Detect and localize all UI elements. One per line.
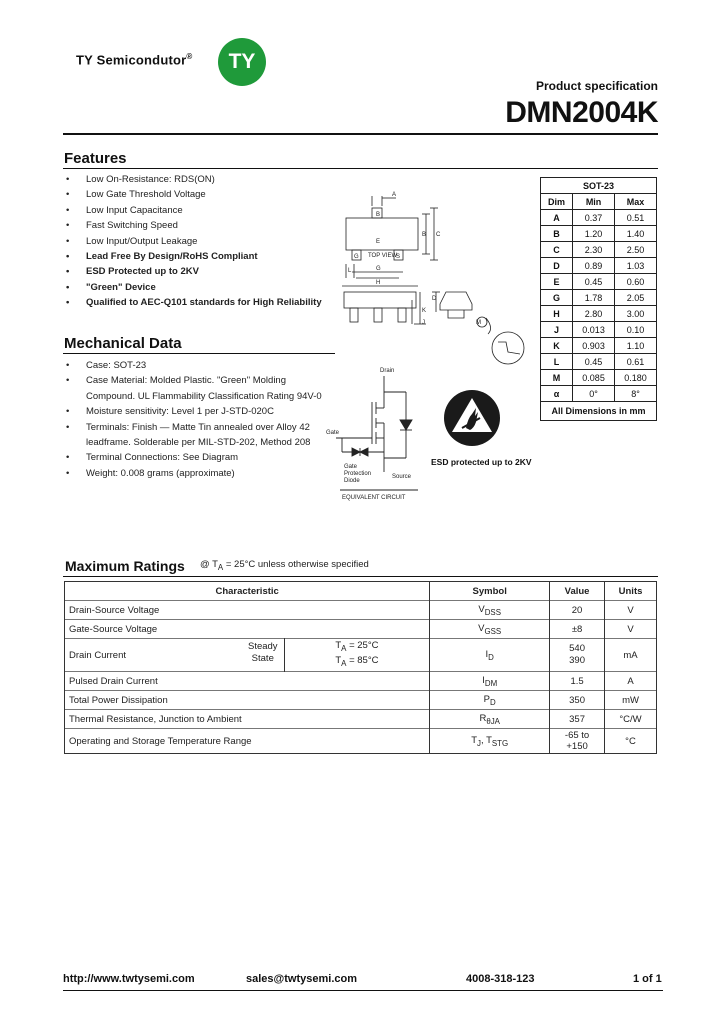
max-cell: 1.40 — [615, 226, 657, 242]
product-specification-label: Product specification — [535, 79, 658, 93]
mechanical-item: • Case Material: Molded Plastic. "Green" Molding Compound. UL Flammability Classification Rating 94V-0 — [64, 373, 336, 404]
max-cell: 8° — [615, 386, 657, 402]
characteristic-header: Characteristic — [65, 582, 430, 601]
max-cell: 0.10 — [615, 322, 657, 338]
table-row — [541, 338, 657, 354]
features-title: Features — [64, 150, 127, 167]
table-row — [541, 274, 657, 290]
sot23-title: SOT-23 — [541, 178, 657, 194]
table-row — [541, 306, 657, 322]
dim-label-e: E — [376, 239, 381, 245]
table-row — [541, 226, 657, 242]
table-row: Gate-Source Voltage $V_{GSS}$ ±8 V — [65, 620, 657, 639]
mechanical-item: • Weight: 0.008 grams (approximate) — [64, 466, 336, 481]
min-cell: 0.45 — [573, 274, 615, 290]
circuit-gate-label: Gate — [326, 430, 340, 436]
state-label: State — [251, 653, 274, 664]
feature-item: • Low Input Capacitance — [64, 203, 334, 218]
dim-cell: M — [541, 370, 573, 386]
circuit-drain-label: Drain — [380, 368, 395, 374]
sot23-package-diagram — [336, 188, 532, 374]
max-header: Max — [615, 194, 657, 210]
features-rule — [63, 168, 658, 169]
feature-item: • Low On-Resistance: RDS(ON) — [64, 172, 334, 187]
dim-cell: D — [541, 258, 573, 274]
table-row — [541, 290, 657, 306]
table-row: Operating and Storage Temperature Range $T_J$, $T_{STG}$ -65 to +150 °C — [65, 729, 657, 754]
sot23-footer: All Dimensions in mm — [541, 402, 657, 421]
sot23-dimension-table — [540, 177, 657, 421]
min-cell: 0.013 — [573, 322, 615, 338]
table-row — [541, 322, 657, 338]
footer-divider — [63, 990, 663, 991]
brand-name: TY Semicondutor® — [76, 52, 193, 68]
dim-label-b-top: B — [376, 212, 381, 218]
table-row: Pulsed Drain Current $I_{DM}$ 1.5 A — [65, 672, 657, 691]
dim-cell: H — [541, 306, 573, 322]
max-cell: 0.180 — [615, 370, 657, 386]
pin-g-label: G — [354, 254, 359, 260]
feature-item: • ESD Protected up to 2KV — [64, 264, 334, 279]
table-row — [541, 242, 657, 258]
max-cell: 2.50 — [615, 242, 657, 258]
dim-cell: K — [541, 338, 573, 354]
dim-cell: B — [541, 226, 573, 242]
feature-item: • Low Input/Output Leakage — [64, 234, 334, 249]
dim-label-b: B — [422, 232, 427, 238]
mechanical-rule — [63, 353, 335, 354]
pin-s-label: S — [396, 254, 401, 260]
ratings-rule — [63, 576, 658, 577]
dim-cell: C — [541, 242, 573, 258]
min-cell: 0.89 — [573, 258, 615, 274]
dim-cell: G — [541, 290, 573, 306]
min-cell: 0.085 — [573, 370, 615, 386]
feature-item: • "Green" Device — [64, 280, 334, 295]
table-row — [541, 354, 657, 370]
esd-caption: ESD protected up to 2KV — [431, 457, 532, 467]
esd-warning-icon — [442, 388, 502, 448]
dim-label-g: G — [376, 266, 381, 272]
feature-item: • Fast Switching Speed — [64, 218, 334, 233]
table-row: Total Power Dissipation $P_D$ 350 mW — [65, 691, 657, 710]
dim-label-k: K — [422, 308, 427, 314]
part-number: DMN2004K — [505, 96, 658, 129]
ratings-condition: @ $T_A = 25^\circ C$ unless otherwise specified — [200, 559, 369, 572]
circuit-protection-label: Gate Protection Diode — [344, 464, 372, 484]
ty-logo: TY — [218, 38, 266, 86]
min-cell: 0.903 — [573, 338, 615, 354]
max-cell: 0.60 — [615, 274, 657, 290]
table-row: Drain Current Steady State $T_A = 25^\circ C$ $T_A = 85^\circ C$ $I_D$ 540 390 mA — [65, 639, 657, 672]
top-view-label: TOP VIEW — [368, 253, 398, 259]
max-cell: 1.10 — [615, 338, 657, 354]
min-cell: 1.78 — [573, 290, 615, 306]
circuit-caption: EQUIVALENT CIRCUIT — [342, 495, 406, 501]
dim-cell: α — [541, 386, 573, 402]
table-row — [541, 210, 657, 226]
max-cell: 2.05 — [615, 290, 657, 306]
mechanical-list — [64, 358, 336, 481]
dim-label-d: D — [432, 296, 437, 302]
table-row — [541, 370, 657, 386]
dim-label-l: L — [348, 268, 352, 274]
steady-label: Steady — [247, 641, 278, 652]
min-cell: 0.45 — [573, 354, 615, 370]
table-row — [541, 258, 657, 274]
feature-item: • Lead Free By Design/RoHS Compliant — [64, 249, 334, 264]
dim-label-m: M — [476, 320, 481, 326]
header-divider — [63, 133, 658, 135]
table-row: Thermal Resistance, Junction to Ambient $R_{\theta JA}$ 357 °C/W — [65, 710, 657, 729]
units-header: Units — [605, 582, 657, 601]
min-cell: 2.80 — [573, 306, 615, 322]
mechanical-item: • Terminal Connections: See Diagram — [64, 450, 336, 465]
value-header: Value — [550, 582, 605, 601]
dim-label-j: J — [422, 320, 425, 326]
max-cell: 0.61 — [615, 354, 657, 370]
table-row: Drain-Source Voltage $V_{DSS}$ 20 V — [65, 601, 657, 620]
footer-email[interactable]: sales@twtysemi.com — [246, 973, 357, 985]
max-cell: 1.03 — [615, 258, 657, 274]
mechanical-title: Mechanical Data — [64, 335, 182, 352]
dim-cell: E — [541, 274, 573, 290]
footer-url[interactable]: http://www.twtysemi.com — [63, 973, 195, 985]
max-cell: 0.51 — [615, 210, 657, 226]
dim-label-a: A — [392, 192, 397, 198]
footer-phone: 4008-318-123 — [466, 973, 535, 985]
circuit-source-label: Source — [392, 474, 412, 480]
table-row — [541, 386, 657, 402]
features-list — [64, 172, 334, 311]
min-cell: 0.37 — [573, 210, 615, 226]
min-cell: 1.20 — [573, 226, 615, 242]
sot23-table-body — [541, 210, 657, 402]
feature-item: • Low Gate Threshold Voltage — [64, 187, 334, 202]
footer-page: 1 of 1 — [633, 973, 662, 985]
min-cell: 0° — [573, 386, 615, 402]
feature-item: • Qualified to AEC-Q101 standards for High Reliability — [64, 295, 334, 310]
maximum-ratings-table — [64, 581, 657, 754]
dim-cell: L — [541, 354, 573, 370]
registered-mark: ® — [186, 52, 193, 61]
dim-label-h: H — [376, 280, 381, 286]
dim-label-c: C — [436, 232, 441, 238]
min-header: Min — [573, 194, 615, 210]
dim-cell: A — [541, 210, 573, 226]
mechanical-item: • Moisture sensitivity: Level 1 per J-STD-020C — [64, 404, 336, 419]
min-cell: 2.30 — [573, 242, 615, 258]
ratings-title: Maximum Ratings — [65, 558, 185, 574]
max-cell: 3.00 — [615, 306, 657, 322]
mechanical-item: • Case: SOT-23 — [64, 358, 336, 373]
symbol-header: Symbol — [430, 582, 550, 601]
dim-cell: J — [541, 322, 573, 338]
dim-header: Dim — [541, 194, 573, 210]
equivalent-circuit-diagram — [322, 362, 432, 502]
mechanical-item: • Terminals: Finish — Matte Tin annealed over Alloy 42 leadframe. Solderable per MIL-STD-202, Method 208 — [64, 420, 336, 451]
